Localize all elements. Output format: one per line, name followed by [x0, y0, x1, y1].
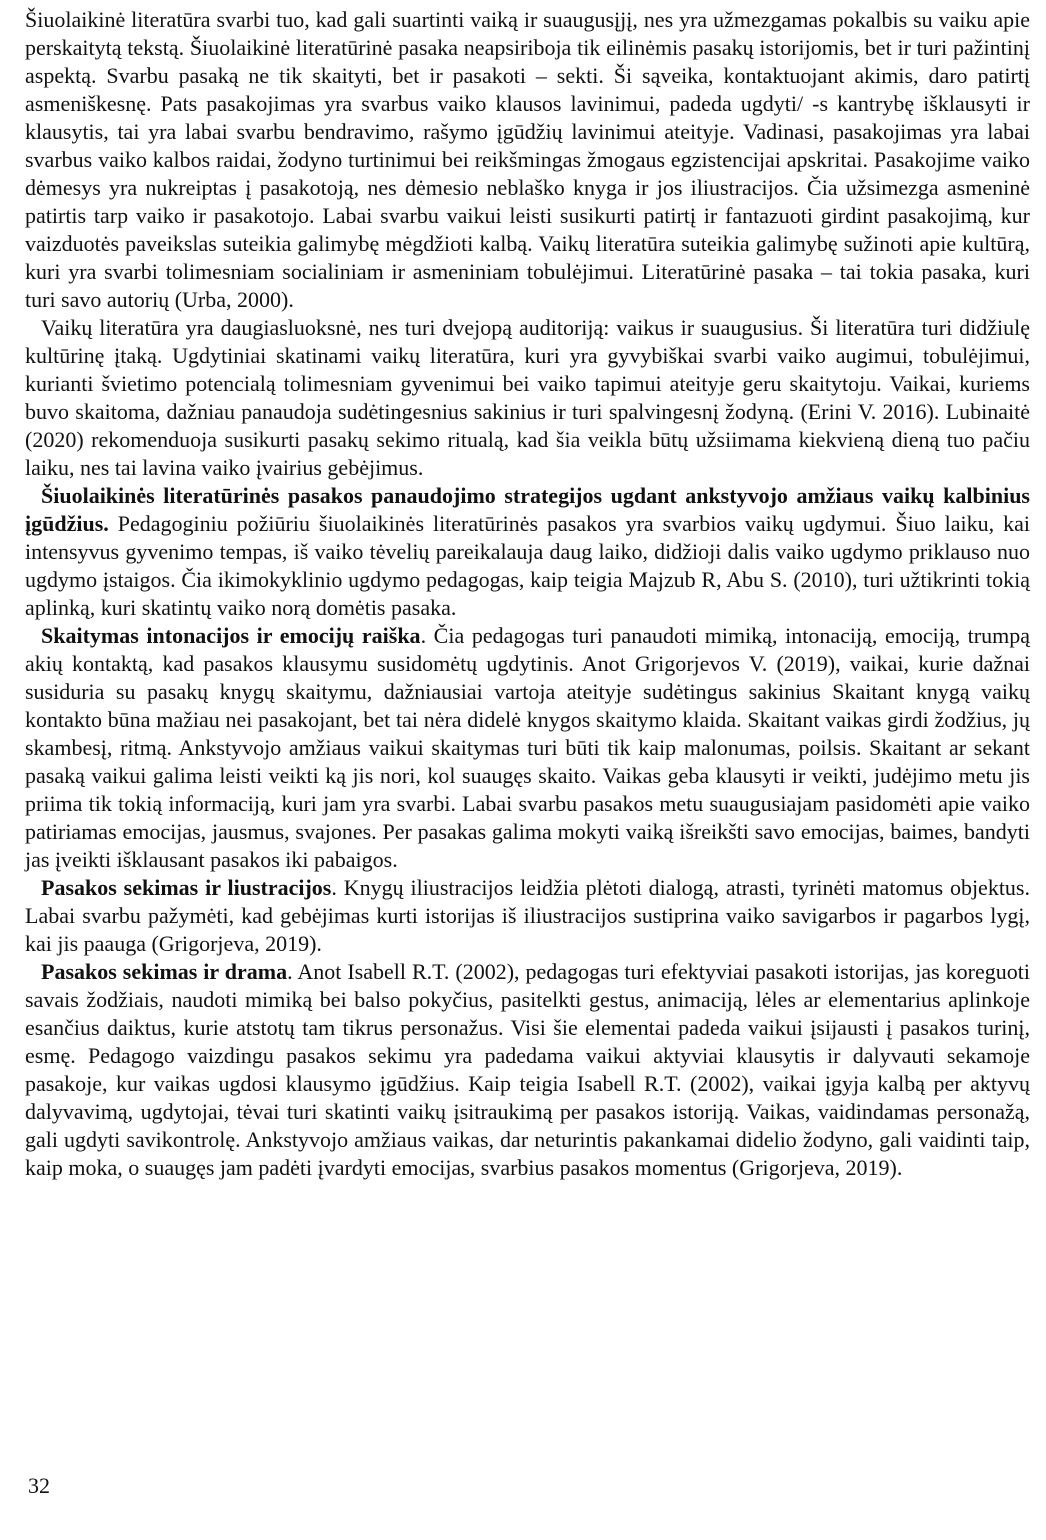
paragraph-heading: Pasakos sekimas ir liustracijos [41, 875, 332, 900]
paragraph-text: . Anot Isabell R.T. (2002), pedagogas turi efektyviai pasakoti istorijas, jas koreguoti savais žodžiais, naudoti mimiką bei balso pokyčius, pasitelkti gestus, animaciją, lėles ar elementarius aplinkoje esančius daiktus, kurie atstotų tam tikrus personažus. Visi šie elementai padeda vaikui įsijausti į pasakos turinį, esmę. Pedagogo vaizdingu pasakos sekimu yra padedama vaikui aktyviai klausytis ir dalyvauti sekamoje pasakoje, kur vaikas ugdosi klausymo įgūdžius. Kaip teigia Isabell R.T. (2002), vaikai įgyja kalbą per aktyvų dalyvavimą, ugdytojai, tėvai turi skatinti vaikų įsitraukimą per pasakos istoriją. Vaikas, vaidindamas personažą, gali ugdyti savikontrolę. Ankstyvojo amžiaus vaikas, dar neturintis pakankamai didelio žodyno, gali vaidinti taip, kaip moka, o suaugęs jam padėti įvardyti emocijas, svarbius pasakos momentus (Grigorjeva, 2019). [25, 959, 1030, 1180]
paragraph-intro [25, 6, 1030, 314]
paragraph-heading: Pasakos sekimas ir drama [41, 959, 288, 984]
paragraph-heading: Skaitymas intonacijos ir emocijų raiška [41, 623, 421, 648]
document-body [25, 6, 1030, 1182]
paragraph-text: . Čia pedagogas turi panaudoti mimiką, intonaciją, emociją, trumpą akių kontaktą, kad pasakos klausymu susidomėtų ugdytinis. Anot Grigorjevos V. (2019), vaikai, kurie dažnai susiduria su pasakų knygų skaitymu, dažniausiai vartoja ateityje sudėtingus sakinius Skaitant knygą vaikų kontakto būna mažiau nei pasakojant, bet tai nėra didelė knygos skaitymo klaida. Skaitant vaikas girdi žodžius, jų skambesį, ritmą. Ankstyvojo amžiaus vaikui skaitymas turi būti tik kaip malonumas, poilsis. Skaitant ar sekant pasaką vaikui galima leisti veikti ką jis nori, kol suaugęs skaito. Vaikas geba klausyti ir veikti, judėjimo metu jis priima tik tokią informaciją, kuri jam yra svarbi. Labai svarbu pasakos metu suaugusiajam pasidomėti apie vaiko patiriamas emocijas, jausmus, svajones. Per pasakas galima mokyti vaiką išreikšti savo emocijas, baimes, bandyti jas įveikti išklausant pasakos iki pabaigos. [25, 623, 1030, 872]
page-number: 32 [28, 1473, 50, 1498]
paragraph-reading-intonation [25, 622, 1030, 874]
paragraph-text: Vaikų literatūra yra daugiasluoksnė, nes turi dvejopą auditoriją: vaikus ir suaugusius. Ši literatūra turi didžiulę kultūrinę įtaką. Ugdytiniai skatinami vaikų literatūra, kuri yra gyvybiškai svarbi vaiko augimui, tobulėjimui, kurianti švietimo potencialą tolimesniam gyvenimui bei vaiko tapimui ateityje geru skaitytoju. Vaikai, kuriems buvo skaitoma, dažniau panaudoja sudėtingesnius sakinius ir turi spalvingesnį žodyną. (Erini V. 2016). Lubinaitė (2020) rekomenduoja susikurti pasakų sekimo ritualą, kad šia veikla būtų užsiimama kiekvieną dieną tuo pačiu laiku, nes tai lavina vaiko įvairius gebėjimus. [25, 315, 1030, 480]
paragraph-children-literature [25, 314, 1030, 482]
paragraph-text: . Knygų iliustracijos leidžia plėtoti dialogą, atrasti, tyrinėti matomus objektus. Labai svarbu pažymėti, kad gebėjimas kurti istorijas iš iliustracijos sustiprina vaiko savigarbos ir pagarbos lygį, kai jis paauga (Grigorjeva, 2019). [25, 875, 1030, 956]
paragraph-text: Šiuolaikinė literatūra svarbi tuo, kad gali suartinti vaiką ir suaugusįjį, nes yra užmezgamas pokalbis su vaiku apie perskaitytą tekstą. Šiuolaikinė literatūrinė pasaka neapsiriboja tik eilinėmis pasakų istorijomis, bet ir turi pažintinį aspektą. Svarbu pasaką ne tik skaityti, bet ir pasakoti – sekti. Ši sąveika, kontaktuojant akimis, daro patirtį asmeniškesnę. Pats pasakojimas yra svarbus vaiko klausos lavinimui, padeda ugdyti/ -s kantrybę išklausyti ir klausytis, tai yra labai svarbu bendravimo, rašymo įgūdžių lavinimui ateityje. Vadinasi, pasakojimas yra labai svarbus vaiko kalbos raidai, žodyno turtinimui bei reikšmingas žmogaus egzistencijai apskritai. Pasakojime vaiko dėmesys yra nukreiptas į pasakotoją, nes dėmesio neblaško knyga ir jos iliustracijos. Čia užsimezga asmeninė patirtis tarp vaiko ir pasakotojo. Labai svarbu vaikui leisti susikurti patirtį ir fantazuoti girdint pasakojimą, kur vaizduotės paveikslas suteikia galimybę mėgdžioti kalbą. Vaikų literatūra suteikia galimybę sužinoti apie kultūrą, kuri yra svarbi tolimesniam socialiniam ir asmeniniam tobulėjimui. Literatūrinė pasaka – tai tokia pasaka, kuri turi savo autorių (Urba, 2000). [25, 7, 1030, 312]
paragraph-heading: Šiuolaikinės literatūrinės pasakos panaudojimo strategijos ugdant ankstyvojo amžiaus vaikų kalbinius įgūdžius. [25, 483, 1030, 536]
paragraph-strategies [25, 482, 1030, 622]
paragraph-text: Pedagoginiu požiūriu šiuolaikinės literatūrinės pasakos yra svarbios vaikų ugdymui. Šiuo laiku, kai intensyvus gyvenimo tempas, iš vaiko tėvelių pareikalauja daug laiko, didžioji dalis vaiko ugdymo priklauso nuo ugdymo įstaigos. Čia ikimokyklinio ugdymo pedagogas, kaip teigia Majzub R, Abu S. (2010), turi užtikrinti tokią aplinką, kuri skatintų vaiko norą domėtis pasaka. [25, 511, 1030, 620]
paragraph-illustrations [25, 874, 1030, 958]
paragraph-drama [25, 958, 1030, 1182]
